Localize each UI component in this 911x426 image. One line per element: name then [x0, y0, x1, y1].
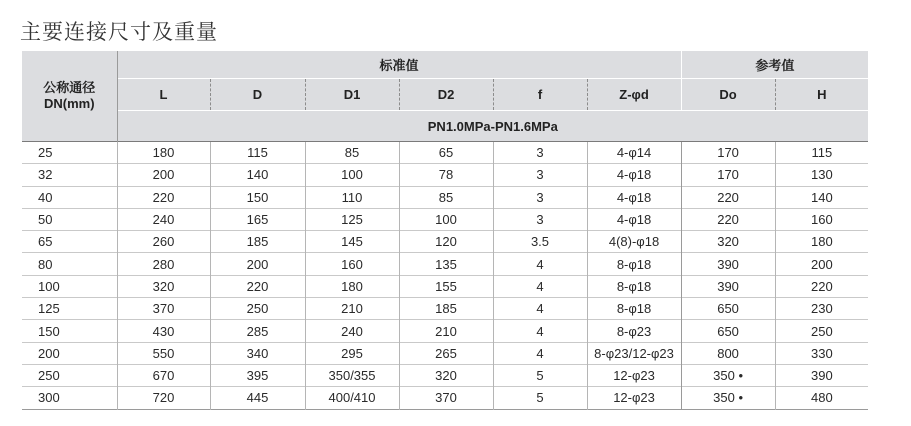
cell-f: 4 [493, 320, 587, 342]
cell-L: 260 [117, 231, 210, 253]
cell-Do: 170 [681, 164, 775, 186]
cell-D: 115 [210, 142, 305, 164]
cell-Do: 220 [681, 208, 775, 230]
cell-z-phi-d: 12-φ23 [587, 364, 681, 386]
table-row [22, 164, 868, 186]
cell-D1: 160 [305, 253, 399, 275]
cell-z-phi-d: 8-φ23/12-φ23 [587, 342, 681, 364]
cell-z-phi-d: 4-φ18 [587, 186, 681, 208]
cell-H: 180 [775, 231, 868, 253]
cell-L: 430 [117, 320, 210, 342]
cell-L: 280 [117, 253, 210, 275]
table-row [22, 387, 868, 409]
cell-Do: 650 [681, 298, 775, 320]
cell-D2: 370 [399, 387, 493, 409]
cell-D1: 125 [305, 208, 399, 230]
cell-H: 140 [775, 186, 868, 208]
cell-D1: 85 [305, 142, 399, 164]
cell-D: 340 [210, 342, 305, 364]
cell-f: 3 [493, 142, 587, 164]
column-header-Do: Do [681, 79, 775, 111]
table-row [22, 342, 868, 364]
reference-group-header: 参考值 [681, 51, 868, 79]
cell-Do: 350 • [681, 387, 775, 409]
cell-f: 3 [493, 186, 587, 208]
cell-f: 4 [493, 342, 587, 364]
dn-header-line1: 公称通径 [43, 80, 96, 95]
cell-D: 200 [210, 253, 305, 275]
cell-H: 330 [775, 342, 868, 364]
cell-dn: 80 [22, 253, 117, 275]
cell-D2: 120 [399, 231, 493, 253]
table-row [22, 253, 868, 275]
cell-D1: 350/355 [305, 364, 399, 386]
page-title: 主要连接尺寸及重量 [20, 20, 218, 44]
cell-H: 130 [775, 164, 868, 186]
cell-L: 220 [117, 186, 210, 208]
cell-dn: 25 [22, 142, 117, 164]
table-row [22, 208, 868, 230]
cell-D2: 265 [399, 342, 493, 364]
cell-z-phi-d: 4(8)-φ18 [587, 231, 681, 253]
cell-D: 150 [210, 186, 305, 208]
standard-group-header: 标准值 [117, 51, 681, 79]
cell-dn: 40 [22, 186, 117, 208]
table-row [22, 364, 868, 386]
cell-D: 250 [210, 298, 305, 320]
cell-D1: 240 [305, 320, 399, 342]
cell-D2: 135 [399, 253, 493, 275]
cell-L: 240 [117, 208, 210, 230]
table-row [22, 298, 868, 320]
cell-dn: 300 [22, 387, 117, 409]
cell-D2: 155 [399, 275, 493, 297]
table-body [22, 142, 868, 410]
cell-f: 4 [493, 298, 587, 320]
cell-H: 115 [775, 142, 868, 164]
cell-D1: 100 [305, 164, 399, 186]
cell-f: 3.5 [493, 231, 587, 253]
cell-D: 165 [210, 208, 305, 230]
cell-Do: 390 [681, 275, 775, 297]
cell-D: 445 [210, 387, 305, 409]
cell-D2: 85 [399, 186, 493, 208]
cell-L: 670 [117, 364, 210, 386]
cell-D2: 65 [399, 142, 493, 164]
cell-z-phi-d: 4-φ14 [587, 142, 681, 164]
dn-header-line2: DN(mm) [43, 96, 95, 111]
cell-f: 5 [493, 364, 587, 386]
cell-dn: 200 [22, 342, 117, 364]
column-header-L: L [117, 79, 210, 111]
table-row [22, 231, 868, 253]
cell-D2: 320 [399, 364, 493, 386]
dn-header [22, 51, 117, 142]
column-header-D1: D1 [305, 79, 399, 111]
cell-L: 180 [117, 142, 210, 164]
cell-Do: 650 [681, 320, 775, 342]
cell-D1: 210 [305, 298, 399, 320]
cell-dn: 250 [22, 364, 117, 386]
cell-Do: 220 [681, 186, 775, 208]
cell-z-phi-d: 4-φ18 [587, 208, 681, 230]
cell-f: 4 [493, 275, 587, 297]
table-row [22, 186, 868, 208]
table-row [22, 275, 868, 297]
cell-D1: 400/410 [305, 387, 399, 409]
cell-D1: 110 [305, 186, 399, 208]
cell-D2: 100 [399, 208, 493, 230]
cell-H: 230 [775, 298, 868, 320]
cell-H: 390 [775, 364, 868, 386]
column-header-D: D [210, 79, 305, 111]
cell-f: 4 [493, 253, 587, 275]
cell-dn: 65 [22, 231, 117, 253]
cell-H: 480 [775, 387, 868, 409]
cell-D: 185 [210, 231, 305, 253]
cell-D1: 295 [305, 342, 399, 364]
cell-L: 320 [117, 275, 210, 297]
cell-H: 250 [775, 320, 868, 342]
cell-Do: 800 [681, 342, 775, 364]
cell-z-phi-d: 8-φ18 [587, 253, 681, 275]
cell-z-phi-d: 8-φ18 [587, 275, 681, 297]
cell-D2: 210 [399, 320, 493, 342]
column-header-z-phi-d: Z-φd [587, 79, 681, 111]
cell-f: 3 [493, 208, 587, 230]
cell-L: 200 [117, 164, 210, 186]
cell-D2: 78 [399, 164, 493, 186]
pressure-rating-header: PN1.0MPa-PN1.6MPa [117, 111, 868, 142]
cell-D1: 145 [305, 231, 399, 253]
column-header-H: H [775, 79, 868, 111]
cell-D: 220 [210, 275, 305, 297]
table-row [22, 320, 868, 342]
cell-z-phi-d: 12-φ23 [587, 387, 681, 409]
cell-dn: 50 [22, 208, 117, 230]
cell-z-phi-d: 8-φ23 [587, 320, 681, 342]
dimensions-table [22, 51, 868, 410]
cell-Do: 390 [681, 253, 775, 275]
cell-H: 200 [775, 253, 868, 275]
cell-f: 3 [493, 164, 587, 186]
cell-L: 370 [117, 298, 210, 320]
cell-z-phi-d: 8-φ18 [587, 298, 681, 320]
cell-L: 720 [117, 387, 210, 409]
cell-Do: 320 [681, 231, 775, 253]
table-header [22, 51, 868, 142]
cell-D: 140 [210, 164, 305, 186]
cell-D1: 180 [305, 275, 399, 297]
cell-D2: 185 [399, 298, 493, 320]
column-header-f: f [493, 79, 587, 111]
cell-H: 220 [775, 275, 868, 297]
cell-H: 160 [775, 208, 868, 230]
column-header-D2: D2 [399, 79, 493, 111]
cell-dn: 32 [22, 164, 117, 186]
cell-f: 5 [493, 387, 587, 409]
cell-D: 285 [210, 320, 305, 342]
cell-dn: 125 [22, 298, 117, 320]
cell-Do: 350 • [681, 364, 775, 386]
cell-dn: 150 [22, 320, 117, 342]
cell-z-phi-d: 4-φ18 [587, 164, 681, 186]
cell-Do: 170 [681, 142, 775, 164]
cell-L: 550 [117, 342, 210, 364]
cell-D: 395 [210, 364, 305, 386]
cell-dn: 100 [22, 275, 117, 297]
table-row [22, 142, 868, 164]
